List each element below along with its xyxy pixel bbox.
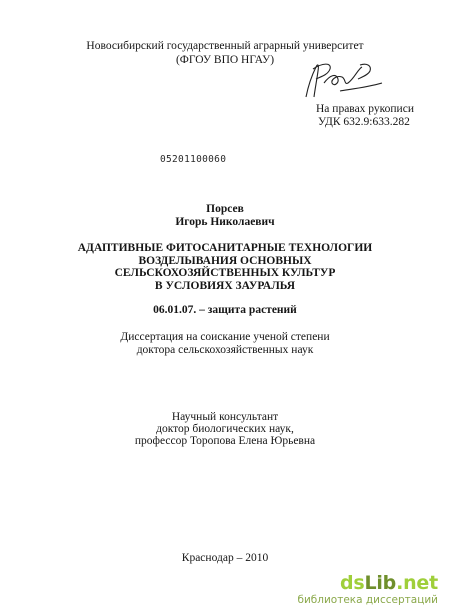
dslib-logo bbox=[297, 572, 438, 594]
udk-code: УДК 632.9:633.282 bbox=[318, 116, 410, 128]
university-abbreviation: (ФГОУ ВПО НГАУ) bbox=[175, 54, 275, 66]
university-name: Новосибирский государственный аграрный университет bbox=[86, 40, 364, 52]
title-line: СЕЛЬСКОХОЗЯЙСТВЕННЫХ КУЛЬТУР bbox=[114, 267, 336, 279]
title-line: ВОЗДЕЛЫВАНИЯ ОСНОВНЫХ bbox=[138, 254, 312, 267]
watermark-tagline: библиотека диссертаций bbox=[297, 594, 438, 606]
manuscript-rights: На правах рукописи bbox=[316, 103, 414, 115]
specialty-code: 06.01.07. – защита растений bbox=[153, 304, 297, 316]
dissertation-title bbox=[0, 242, 450, 292]
signature-image bbox=[300, 53, 385, 103]
city-year: Краснодар – 2010 bbox=[181, 552, 269, 564]
title-line: АДАПТИВНЫЕ ФИТОСАНИТАРНЫЕ ТЕХНОЛОГИИ bbox=[77, 242, 373, 254]
consultant-name: профессор Торопова Елена Юрьевна bbox=[134, 435, 316, 447]
author-surname: Порсев bbox=[206, 203, 244, 215]
logo-part-net: .net bbox=[396, 572, 438, 594]
degree-line-1: Диссертация на соискание ученой степени bbox=[120, 331, 330, 343]
degree-line-2: доктора сельскохозяйственных наук bbox=[136, 344, 314, 356]
dslib-watermark bbox=[297, 572, 438, 606]
archive-number: 05201100060 bbox=[160, 154, 227, 165]
logo-part-ds: ds bbox=[339, 572, 365, 594]
consultant-heading: Научный консультант bbox=[171, 411, 279, 423]
title-line: В УСЛОВИЯХ ЗАУРАЛЬЯ bbox=[154, 279, 296, 292]
logo-part-lib: Lib bbox=[364, 572, 397, 594]
consultant-degree: доктор биологических наук, bbox=[156, 423, 294, 435]
author-name: Игорь Николаевич bbox=[175, 216, 275, 228]
